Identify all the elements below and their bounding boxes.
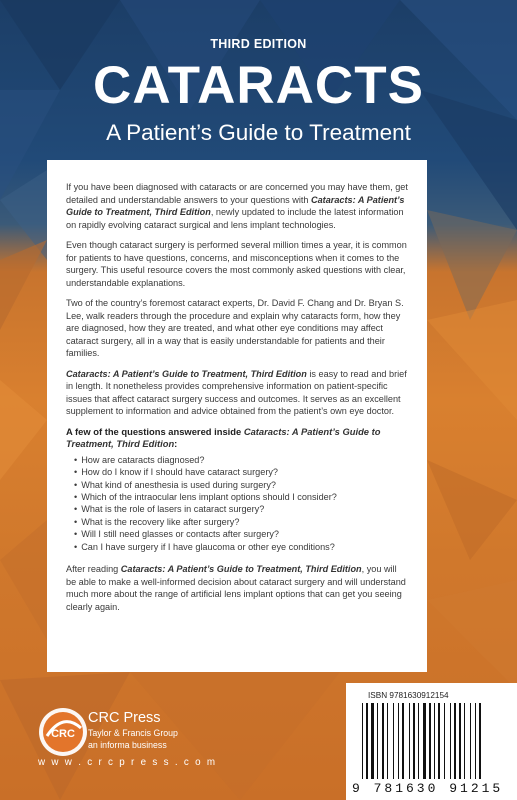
book-title: CATARACTS bbox=[93, 56, 424, 115]
list-item: • How are cataracts diagnosed? bbox=[74, 454, 409, 466]
publisher-group: Taylor & Francis Group bbox=[88, 728, 178, 738]
publisher-url: w w w . c r c p r e s s . c o m bbox=[38, 757, 217, 768]
svg-text:CRC: CRC bbox=[51, 728, 75, 740]
list-item: • How do I know if I should have cataract surgery? bbox=[74, 466, 409, 478]
publisher-name: CRC Press bbox=[88, 710, 161, 726]
questions-list bbox=[66, 454, 409, 553]
list-item: • Will I still need glasses or contacts after surgery? bbox=[74, 528, 409, 540]
barcode-box bbox=[346, 683, 517, 800]
barcode-icon bbox=[352, 703, 517, 781]
crc-logo-icon bbox=[37, 706, 89, 758]
book-subtitle: A Patient’s Guide to Treatment bbox=[106, 120, 411, 145]
list-item: • Can I have surgery if I have glaucoma or other eye conditions? bbox=[74, 541, 409, 553]
blurb-paragraph-4: Cataracts: A Patient’s Guide to Treatment, Third Edition is easy to read and brief in length. It nonetheless provides comprehensive information on patient-specific issues that affect cataract surgery success and outcomes. It serves as an excellent supplement to information and advice obtained from the patient’s own eye doctor. bbox=[66, 368, 407, 417]
blurb-paragraph-5: After reading Cataracts: A Patient’s Guide to Treatment, Third Edition, you will be able to make a well-informed decision about cataract surgery and will understand much more about the range of artificial lens implant options that can get you seeing clearly again. bbox=[66, 563, 406, 612]
barcode-digits: 9 781630 91215 bbox=[352, 781, 504, 796]
list-item: • What is the role of lasers in cataract surgery? bbox=[74, 503, 409, 515]
blurb-paragraph-3: Two of the country’s foremost cataract experts, Dr. David F. Chang and Dr. Bryan S. Lee, walk readers through the procedure and explain why cataracts form, how they are diagnosed, how they are treated, and what other eye conditions may affect cataract surgery, all in a way that is easily understandable for patients and their families. bbox=[66, 297, 404, 359]
blurb-paragraph-1: If you have been diagnosed with cataracts or are concerned you may have them, get detailed and understandable answers to your questions with Cataracts: A Patient’s Guide to Treatment, Third Edition, newly updated to include the latest information on rapidly evolving cataract surgical and lens implant technologies. bbox=[66, 182, 408, 230]
publisher-business: an informa business bbox=[88, 740, 167, 750]
isbn-label: ISBN 9781630912154 bbox=[368, 691, 449, 700]
list-item: • What is the recovery like after surgery? bbox=[74, 516, 409, 528]
blurb-panel bbox=[47, 160, 427, 672]
edition-label: THIRD EDITION bbox=[210, 37, 307, 51]
questions-heading: A few of the questions answered inside Cataracts: A Patient’s Guide to Treatment, Third Edition: bbox=[66, 425, 381, 450]
blurb-paragraph-2: Even though cataract surgery is performed several million times a year, it is common for patients to have questions, concerns, and misconceptions when it comes to the surgery. This useful resource covers the most commonly asked questions with clear, understandable explanations. bbox=[66, 239, 407, 288]
list-item: • Which of the intraocular lens implant options should I consider? bbox=[74, 491, 409, 503]
list-item: • What kind of anesthesia is used during surgery? bbox=[74, 479, 409, 491]
